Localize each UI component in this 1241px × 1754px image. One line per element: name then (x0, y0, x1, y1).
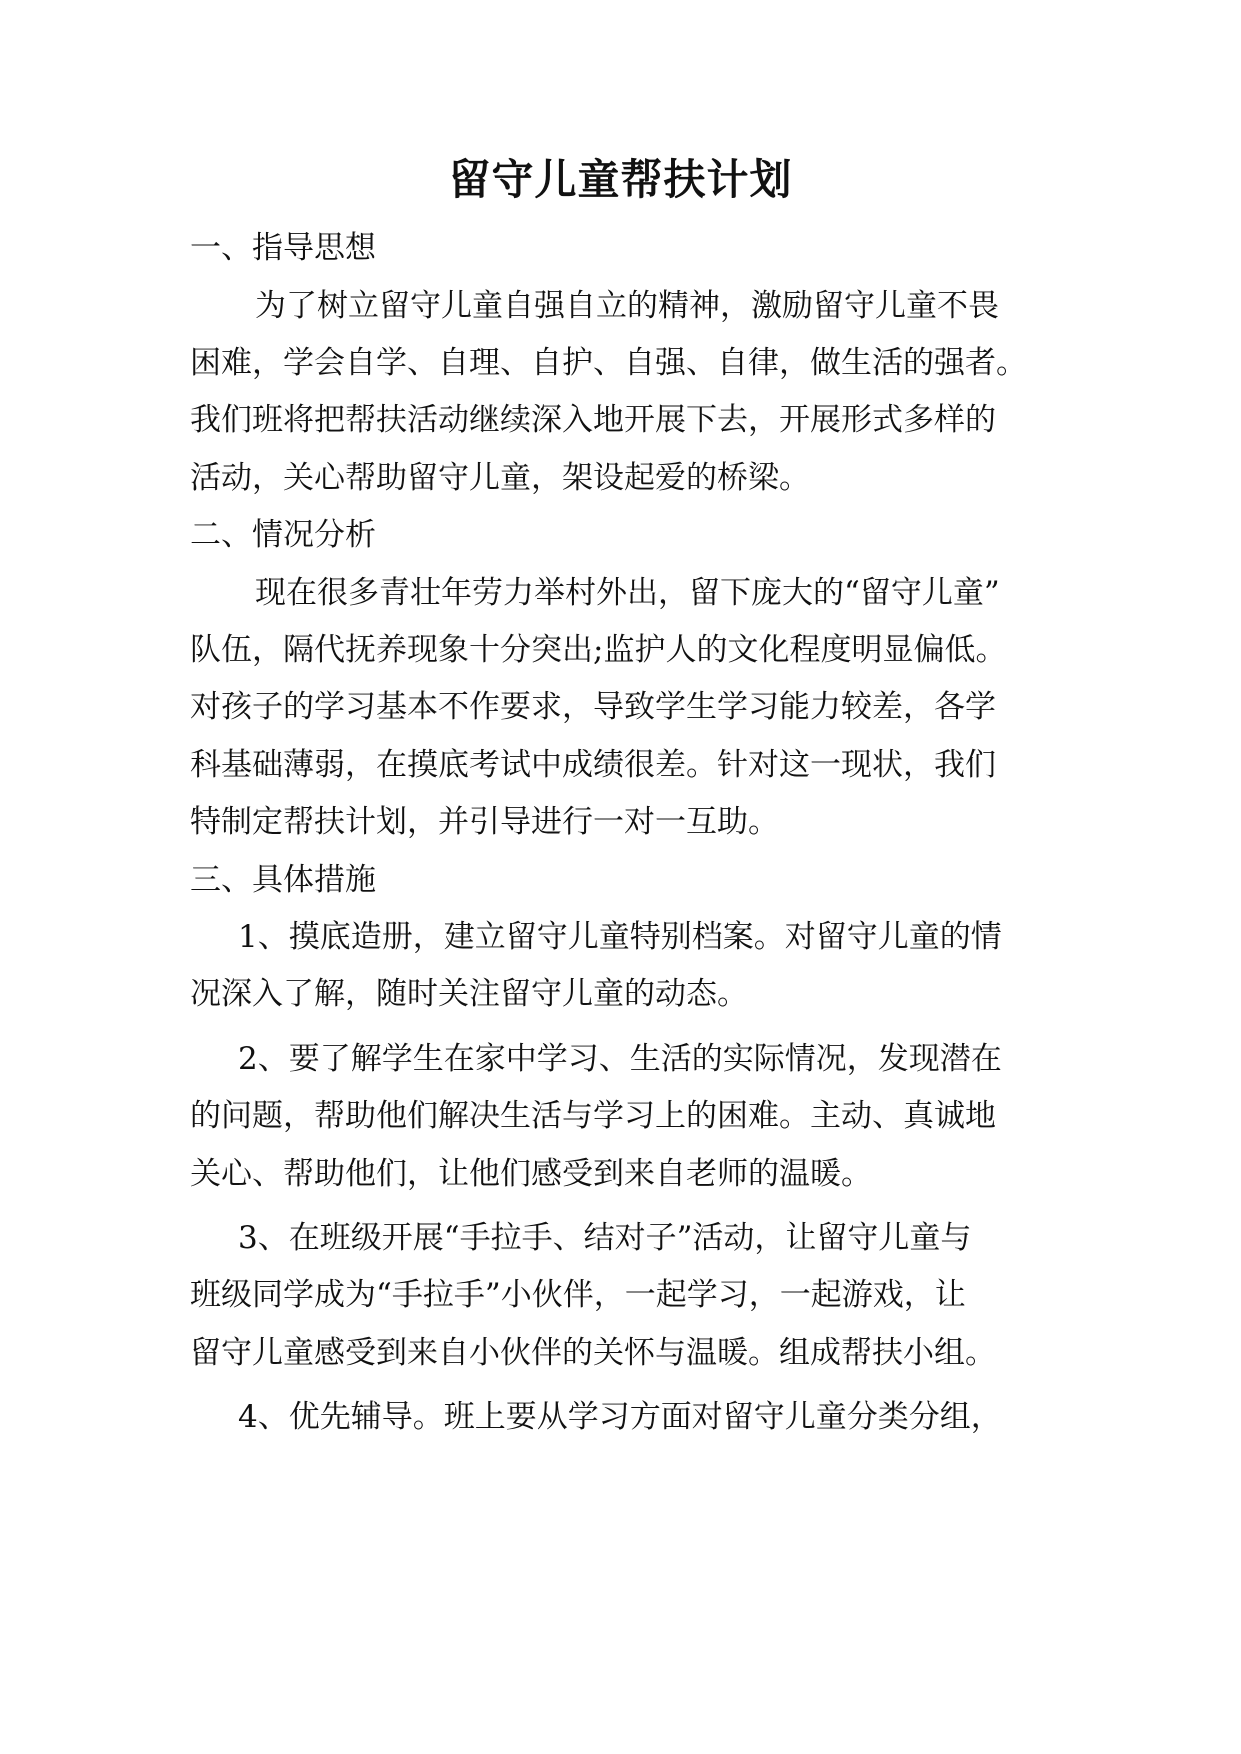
paragraph-line: 对孩子的学习基本不作要求，导致学生学习能力较差，各学 (190, 689, 996, 725)
paragraph-line: 科基础薄弱，在摸底考试中成绩很差。针对这一现状，我们 (190, 747, 996, 783)
measure-line: 1、摸底造册，建立留守儿童特别档案。对留守儿童的情 (238, 919, 1002, 955)
paragraph-line: 困难，学会自学、自理、自护、自强、自律，做生活的强者。 (190, 345, 1027, 381)
paragraph-line: 活动，关心帮助留守儿童，架设起爱的桥梁。 (190, 460, 810, 496)
document-title: 留守儿童帮扶计划 (448, 155, 793, 204)
heading-situation-analysis: 二、情况分析 (190, 517, 376, 553)
paragraph-line: 特制定帮扶计划，并引导进行一对一互助。 (190, 804, 779, 840)
measure-line: 的问题，帮助他们解决生活与学习上的困难。主动、真诚地 (190, 1098, 996, 1134)
measure-line: 班级同学成为“手拉手”小伙伴，一起学习，一起游戏，让 (190, 1277, 966, 1313)
heading-guiding-ideology: 一、指导思想 (190, 230, 376, 266)
paragraph-line: 我们班将把帮扶活动继续深入地开展下去，开展形式多样的 (190, 402, 996, 438)
heading-specific-measures: 三、具体措施 (190, 862, 376, 898)
measure-line: 况深入了解，随时关注留守儿童的动态。 (190, 976, 748, 1012)
measure-line: 4、优先辅导。班上要从学习方面对留守儿童分类分组， (238, 1399, 1002, 1435)
paragraph-line: 现在很多青壮年劳力举村外出，留下庞大的“留守儿童” (255, 575, 1000, 611)
measure-line: 3、在班级开展“手拉手、结对子”活动，让留守儿童与 (238, 1220, 972, 1256)
paragraph-line: 队伍，隔代抚养现象十分突出;监护人的文化程度明显偏低。 (190, 632, 1007, 668)
measure-line: 2、要了解学生在家中学习、生活的实际情况，发现潜在 (238, 1041, 1002, 1077)
measure-line: 留守儿童感受到来自小伙伴的关怀与温暖。组成帮扶小组。 (190, 1335, 996, 1371)
measure-line: 关心、帮助他们，让他们感受到来自老师的温暖。 (190, 1156, 872, 1192)
paragraph-line: 为了树立留守儿童自强自立的精神，激励留守儿童不畏 (255, 288, 999, 324)
